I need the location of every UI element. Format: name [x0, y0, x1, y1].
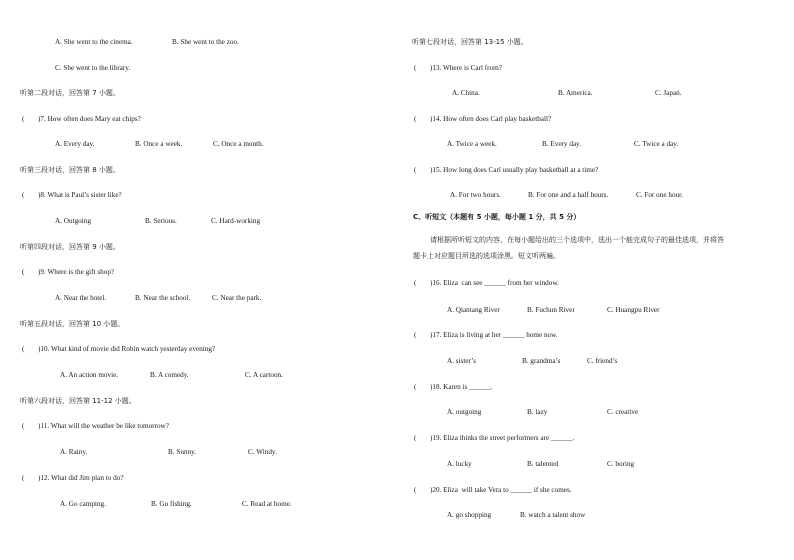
q13-option-a: A. China.: [452, 89, 480, 97]
q16-stem: )16. Eliza can see ______ from her window.: [430, 279, 559, 287]
section-6-title: 听第六段对话，回答第 11-12 小题。: [20, 397, 136, 405]
q10-paren: (: [22, 345, 25, 353]
q15-option-a: A. For two hours.: [450, 191, 501, 199]
q13-option-c: C. Japan.: [655, 89, 682, 97]
q7-option-c: C. Once a month.: [213, 140, 264, 148]
section-c-instruction-line-1: 请根据所听短文的内容，在每小题给出的三个选项中，选出一个能完成句子的最佳选项，并将答: [430, 236, 724, 244]
q12-option-a: A. Go camping.: [60, 500, 106, 508]
q19-stem: )19. Eliza thinks the street performers are ______.: [430, 434, 575, 442]
q14-paren: (: [414, 115, 417, 123]
q10-option-a: A. An action movie.: [60, 371, 119, 379]
q9-paren: (: [22, 268, 25, 276]
q17-option-b: B. grandma’s: [522, 357, 561, 365]
q20-paren: (: [414, 486, 417, 494]
q17-paren: (: [414, 331, 417, 339]
q18-option-b: B. lazy: [527, 408, 548, 416]
section-4-title: 听第四段对话，回答第 9 小题。: [20, 243, 120, 251]
q16-option-a: A. Qiantang River: [447, 306, 500, 314]
section-c-title: C、听短文（本题有 5 小题，每小题 1 分，共 5 分）: [413, 213, 581, 221]
q12-option-b: B. Go fishing.: [151, 500, 192, 508]
q13-stem: )13. Where is Carl from?: [430, 64, 502, 72]
q20-stem: )20. Eliza will take Vera to ______ if she comes.: [430, 486, 572, 494]
q17-option-c: C. friend’s: [587, 357, 618, 365]
q20-option-b: B. watch a talent show: [520, 511, 586, 519]
q10-option-c: C. A cartoon.: [245, 371, 283, 379]
q12-stem: )12. What did Jim plan to do?: [38, 474, 124, 482]
q16-option-b: B. Fuchun River: [527, 306, 575, 314]
q19-option-a: A. lucky: [447, 460, 472, 468]
q16-paren: (: [414, 279, 417, 287]
q14-option-a: A. Twice a week.: [447, 140, 497, 148]
q9-option-a: A. Near the hotel.: [55, 294, 107, 302]
q11-option-c: C. Windy.: [248, 448, 277, 456]
q20-option-a: A. go shopping: [447, 511, 492, 519]
q7-option-a: A. Every day.: [55, 140, 95, 148]
q13-option-b: B. America.: [558, 89, 593, 97]
q13-paren: (: [414, 64, 417, 72]
section-c-instruction-line-2: 题卡上对应题目所选的选项涂黑。短文听两遍。: [413, 252, 560, 260]
q6-option-a: A. She went to the cinema.: [55, 38, 133, 46]
q11-option-a: A. Rainy.: [60, 448, 88, 456]
section-3-title: 听第三段对话，回答第 8 小题。: [20, 166, 120, 174]
q7-option-b: B. Once a week.: [135, 140, 183, 148]
q8-paren: (: [22, 191, 25, 199]
q19-paren: (: [414, 434, 417, 442]
q9-option-c: C. Near the park.: [212, 294, 262, 302]
q7-paren: (: [22, 115, 25, 123]
q14-stem: )14. How often does Carl play basketball?: [430, 115, 552, 123]
q8-option-a: A. Outgoing: [55, 217, 91, 225]
q18-paren: (: [414, 383, 417, 391]
q17-option-a: A. sister’s: [447, 357, 477, 365]
q15-option-c: C. For one hour.: [636, 191, 683, 199]
q17-stem: )17. Eliza is living at her ______ home now.: [430, 331, 558, 339]
q14-option-c: C. Twice a day.: [634, 140, 679, 148]
section-2-title: 听第二段对话，回答第 7 小题。: [20, 89, 120, 97]
q9-stem: )9. Where is the gift shop?: [38, 268, 115, 276]
q15-stem: )15. How long does Carl usually play basketball at a time?: [430, 166, 599, 174]
q15-option-b: B. For one and a half hours.: [528, 191, 609, 199]
section-7-title: 听第七段对话，回答第 13-15 小题。: [412, 38, 528, 46]
q6-option-c: C. She went to the library.: [55, 64, 131, 72]
q8-option-c: C. Hard-working: [211, 217, 261, 225]
q14-option-b: B. Every day.: [542, 140, 582, 148]
q8-option-b: B. Serious.: [145, 217, 177, 225]
q12-option-c: C. Read at home.: [242, 500, 292, 508]
section-5-title: 听第五段对话，回答第 10 小题。: [20, 320, 125, 328]
q15-paren: (: [414, 166, 417, 174]
q18-option-c: C. creative: [607, 408, 639, 416]
q16-option-c: C. Huangpu River: [607, 306, 660, 314]
q9-option-b: B. Near the school.: [135, 294, 191, 302]
q10-option-b: B. A comedy.: [150, 371, 189, 379]
q19-option-c: C. boring: [607, 460, 635, 468]
q11-stem: )11. What will the weather be like tomorrow?: [38, 422, 169, 430]
q11-option-b: B. Sunny.: [168, 448, 197, 456]
q6-option-b: B. She went to the zoo.: [172, 38, 239, 46]
q18-stem: )18. Karen is ______.: [430, 383, 493, 391]
q8-stem: )8. What is Paul’s sister like?: [38, 191, 122, 199]
q12-paren: (: [22, 474, 25, 482]
q11-paren: (: [22, 422, 25, 430]
q7-stem: )7. How often does Mary eat chips?: [38, 115, 141, 123]
q18-option-a: A. outgoing: [447, 408, 482, 416]
q10-stem: )10. What kind of movie did Robin watch yesterday evening?: [38, 345, 216, 353]
q19-option-b: B. talented: [527, 460, 559, 468]
